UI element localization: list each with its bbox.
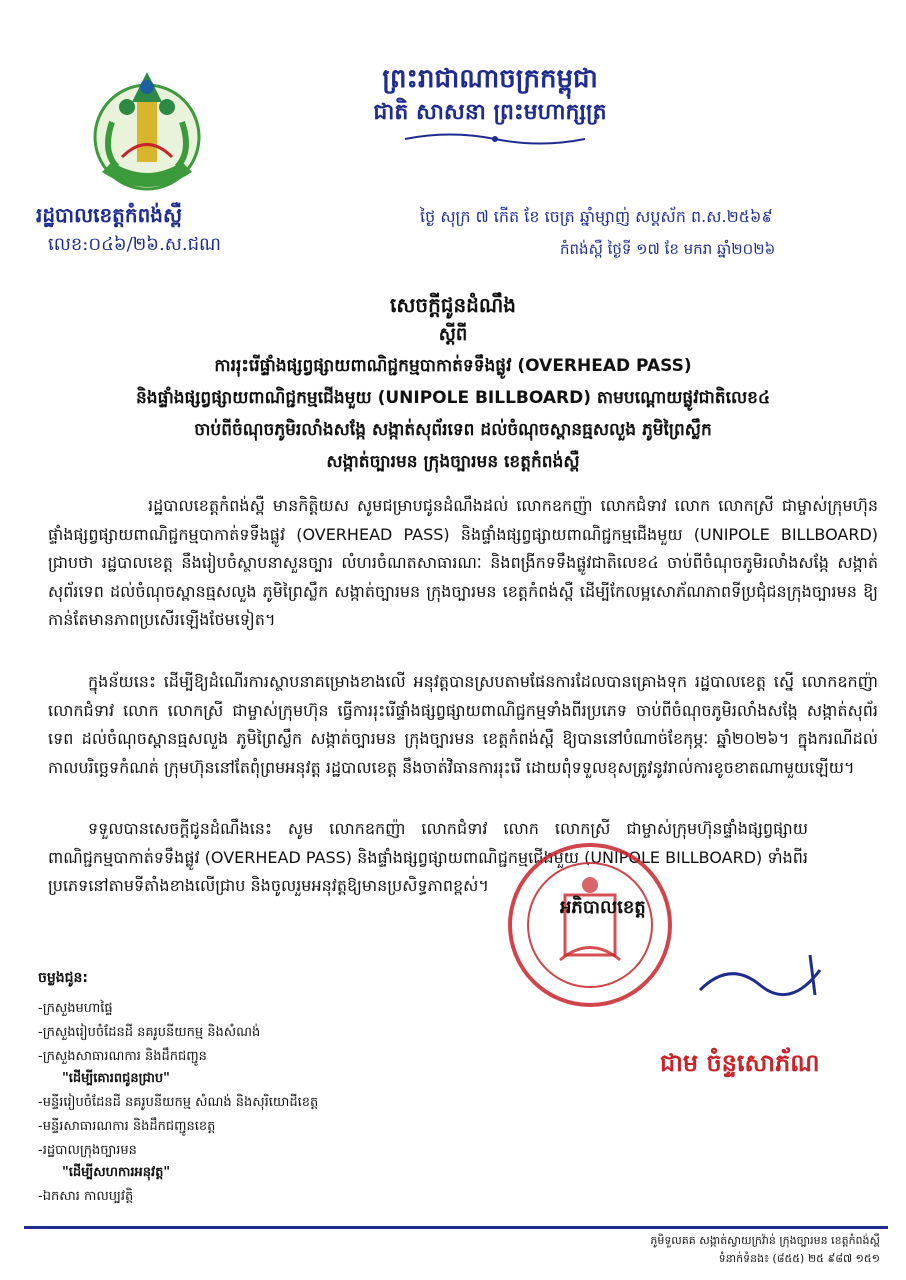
subject-line: ចាប់ពីចំណុចភូមិរលាំងសង្កែ សង្កាត់សុព័រទេព ដល់ចំណុចស្ពានធ្មសលួង ភូមិព្រៃស្លឹក (194, 420, 712, 440)
header-ornament-divider (400, 132, 590, 146)
kingdom-title: ព្រះរាជាណាចក្រកម្ពុជា (382, 64, 598, 94)
provincial-emblem-logo (82, 62, 212, 202)
body-paragraph-2: ក្នុងន័យនេះ ដើម្បីឱ្យដំណើរការស្ថាបនាគម្រោងខាងលើ អនុវត្តបានស្របតាមផែនការដែលបានគ្រោងទុក រដ្ឋបាលខេត្ត ស្នើ លោកឧកញ៉ា លោកជំទាវ លោក លោកស្រី ជាម្ចាស់ក្រុមហ៊ុន ធ្វើការរុះរើផ្ទាំងផ្សព្វផ្សាយពាណិជ្ជកម្មទាំងពីរប្រភេទ ចាប់ពីចំណុចភូមិរលាំងសង្កែ សង្កាត់សុព័រទេព ដល់ចំណុចស្ពានធ្មសលួង ភូមិព្រៃស្លឹក សង្កាត់ច្បារមន ក្រុងច្បារមន ខេត្តកំពង់ស្ពឺ ឱ្យបាននៅបំណាច់ខែកុម្ភៈ ឆ្នាំ២០២៦។ ក្នុងករណីដល់កាលបរិច្ឆេទកំណត់ ក្រុមហ៊ុននៅតែពុំព្រមអនុវត្ត រដ្ឋបាលខេត្ត នឹងចាត់វិធានការរុះរើ ដោយពុំទទួលខុសត្រូវនូវរាល់ការខូចខាតណាមួយឡើយ។ (48, 672, 878, 777)
notice-title: សេចក្តីជូនដំណឹង (390, 293, 516, 317)
cc-item: "ដើម្បីសហការអនុវត្ត" (62, 1165, 171, 1180)
signatory-title: អភិបាលខេត្ត (560, 897, 646, 918)
cc-item: -ក្រសួងមហាផ្ទៃ (38, 1001, 113, 1016)
body-paragraph-3: ទទួលបានសេចក្តីជូនដំណឹងនេះ សូម លោកឧកញ៉ា លោកជំទាវ លោក លោកស្រី ជាម្ចាស់ក្រុមហ៊ុនផ្ទាំងផ្សព្វផ្សាយពាណិជ្ជកម្មបាកាត់ទទឹងផ្លូវ (OVERHEAD PASS) និងផ្ទាំងផ្សព្វផ្សាយពាណិជ្ជកម្មជើងមួយ (UNIPOLE BILLBOARD) ទាំងពីរប្រភេទនៅតាមទីតាំងខាងលើជ្រាប និងចូលរួមអនុវត្តឱ្យមានប្រសិទ្ធភាពខ្ពស់។ (48, 819, 808, 895)
subject-line: និងផ្ទាំងផ្សព្វផ្សាយពាណិជ្ជកម្មជើងមួយ (UNIPOLE BILLBOARD) តាមបណ្តោយផ្លូវជាតិលេខ៤ (136, 388, 770, 408)
cc-item: -រដ្ឋបាលក្រុងច្បារមន (38, 1143, 137, 1158)
official-seal-stamp (505, 840, 675, 1010)
cc-item: -ឯកសារ កាលប្បវត្តិ (38, 1189, 134, 1204)
notice-about: ស្តីពី (438, 324, 468, 345)
subject-line: សង្កាត់ច្បារមន ក្រុងច្បារមន ខេត្តកំពង់ស្ពឺ (326, 452, 580, 472)
cc-item: -មន្ទីររៀបចំដែនដី នគរូបនីយកម្ម សំណង់ និងសុរិយោដីខេត្ត (38, 1095, 319, 1110)
reference-number: លេខ:០៤៦/២៦.ស.ជណ (48, 234, 221, 255)
footer-phone: ទំនាក់ទំនង៖ (៨៥៥) ២៥ ៩៨៧ ១៥១ (718, 1252, 880, 1265)
subject-line: ការរុះរើផ្ទាំងផ្សព្វផ្សាយពាណិជ្ជកម្មបាកាត់ទទឹងផ្លូវ (OVERHEAD PASS) (214, 356, 692, 376)
lunar-date: ថ្ងៃ សុក្រ ៧ កើត ខែ ចេត្រ ឆ្នាំម្សាញ់ សប្តស័ក ព.ស.២៥៦៩ (420, 207, 773, 226)
cc-item: "ដើម្បីគោរពជូនជ្រាប" (62, 1071, 170, 1086)
cc-heading: ចម្លងជូន: (38, 970, 89, 986)
sender-administration: រដ្ឋបាលខេត្តកំពង់ស្ពឺ (36, 203, 182, 227)
signatory-name: ជាម ចំន្ទសោភ័ណ (660, 1049, 820, 1077)
solar-date: កំពង់ស្ពឺ ថ្ងៃទី ១៧ ខែ មករា ឆ្នាំ២០២៦ (560, 240, 776, 258)
cc-item: -មន្ទីរសាធារណការ និងដឹកជញ្ជូនខេត្ត (38, 1119, 216, 1134)
cc-item: -ក្រសួងរៀបចំដែនដី នគរូបនីយកម្ម និងសំណង់ (38, 1025, 261, 1040)
footer-divider (24, 1226, 888, 1229)
footer-address: ភូមិទួលគគ សង្កាត់ស្វាយក្រវ៉ាន់ ក្រុងច្បារមន ខេត្តកំពង់ស្ពឺ (650, 1234, 880, 1247)
national-motto: ជាតិ សាសនា ព្រះមហាក្សត្រ (373, 100, 607, 125)
cc-item: -ក្រសួងសាធារណការ និងដឹកជញ្ជូន (38, 1049, 207, 1064)
handwritten-signature (690, 950, 850, 1010)
body-paragraph-1: រដ្ឋបាលខេត្តកំពង់ស្ពឺ មានកិត្តិយស សូមជម្រាបជូនដំណឹងដល់ លោកឧកញ៉ា លោកជំទាវ លោក លោកស្រី ជាម្ចាស់ក្រុមហ៊ុនផ្ទាំងផ្សព្វផ្សាយពាណិជ្ជកម្មបាកាត់ទទឹងផ្លូវ (OVERHEAD PASS) និងផ្ទាំងផ្សព្វផ្សាយពាណិជ្ជកម្មជើងមួយ (UNIPOLE BILLBOARD) ជ្រាបថា រដ្ឋបាលខេត្ត នឹងរៀបចំស្ថាបនាសួនច្បារ លំហរចំណតសាធារណៈ និងពង្រីកទទឹងផ្លូវជាតិលេខ៤ ចាប់ពីចំណុចភូមិរលាំងសង្កែ សង្កាត់សុព័រទេព ដល់ចំណុចស្ពានធ្មសលួង ភូមិព្រៃស្លឹក សង្កាត់ច្បារមន ក្រុងច្បារមន ខេត្តកំពង់ស្ពឺ ដើម្បីកែលម្អសោភ័ណភាពទីប្រជុំជនក្រុងច្បារមន ឱ្យកាន់តែមានភាពប្រសើរឡើងថែមទៀត។ (48, 496, 878, 629)
